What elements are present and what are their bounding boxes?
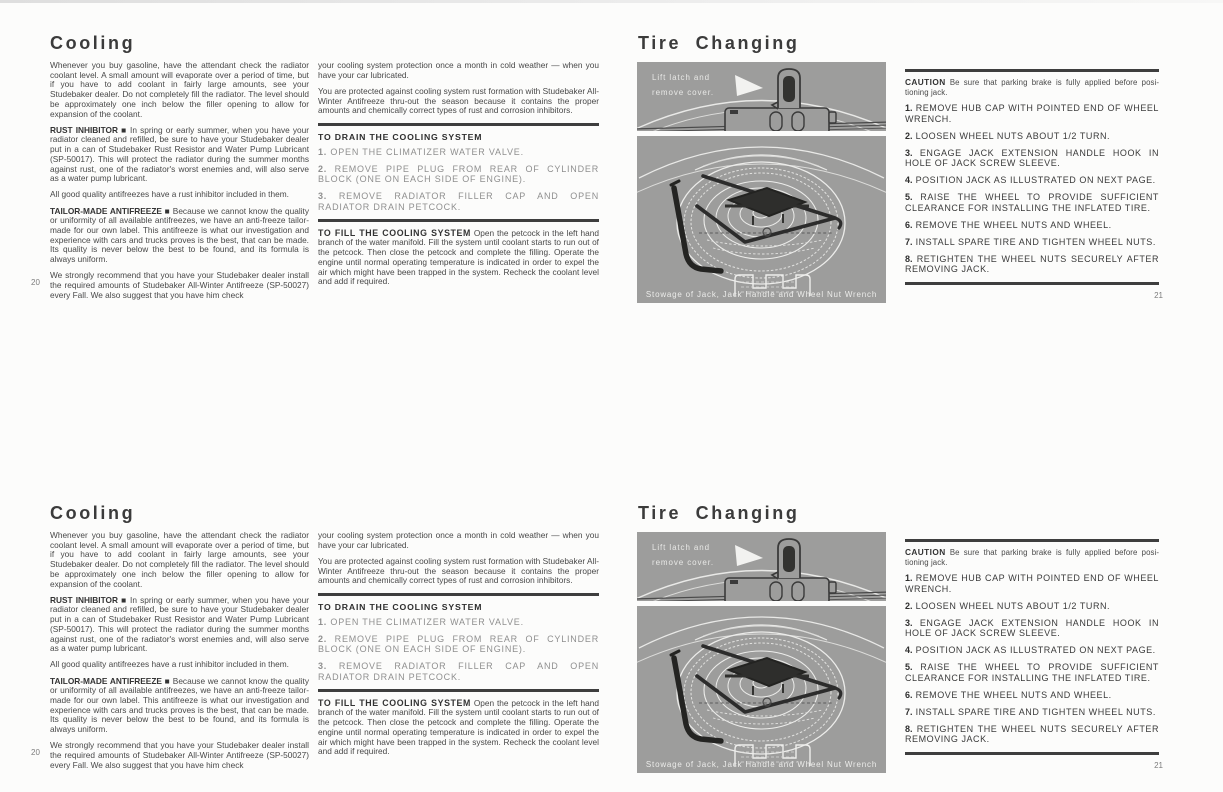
tire-step <box>905 690 1159 701</box>
section-rule <box>905 752 1159 755</box>
cooling-paragraph <box>50 596 309 654</box>
jack-stowage-figure <box>637 606 886 773</box>
tire-step <box>905 175 1159 186</box>
step-text: OPEN THE CLIMATIZER WATER VALVE. <box>330 616 524 627</box>
step-text: RAISE THE WHEEL TO PROVIDE SUFFICIENT CLEARANCE FOR INSTALLING THE INFLATED TIRE. <box>905 192 1159 213</box>
jack-stowage-figure <box>637 136 886 303</box>
step-number: 1. <box>318 616 328 627</box>
section-rule <box>318 593 599 596</box>
tire-step <box>905 254 1159 275</box>
cooling-paragraph: All good quality antifreezes have a rust inhibitor included in them. <box>50 659 289 670</box>
fill-section-paragraph <box>318 228 599 287</box>
cooling-column-1 <box>50 61 309 307</box>
tire-step <box>905 237 1159 248</box>
cooling-paragraph <box>50 126 309 184</box>
jack-stowage-illustration <box>637 606 886 773</box>
figure-caption: Stowage of Jack, Jack Handle and Wheel Nut Wrench <box>645 760 878 769</box>
step-text: REMOVE THE WHEEL NUTS AND WHEEL. <box>915 689 1112 700</box>
step-number: 4. <box>905 175 913 186</box>
cooling-paragraph: All good quality antifreezes have a rust inhibitor included in them. <box>50 189 289 200</box>
paragraph-text: Open the petcock in the left hand branch of the water manifold. Fill the system until coolant starts to run out of the petcock. Then close the petcock and complete the filling. Operate the engine until normal operating temperature is indicated in order to expel the air which might have been trapped in the system. Recheck the coolant level and add if required. <box>318 227 599 287</box>
step-text: POSITION JACK AS ILLUSTRATED ON NEXT PAGE. <box>915 175 1156 186</box>
step-text: LOOSEN WHEEL NUTS ABOUT 1/2 TURN. <box>915 600 1111 611</box>
step-number: 3. <box>905 617 913 628</box>
cooling-column-2 <box>318 61 599 293</box>
cooling-paragraph: your cooling system protection once a month in cold weather — when you have your car lubricated. <box>318 530 599 550</box>
step-number: 3. <box>318 191 328 202</box>
step-number: 2. <box>318 163 328 174</box>
drain-step <box>318 617 599 628</box>
drain-step <box>318 164 599 185</box>
paragraph-text: Because we cannot know the quality or uniformity of all available antifreezes, we have an anti-freeze tailor-made for our own label. This antifreeze is what our investigation and experience with cars and trucks proves is the best, that can be made. Its quality is never below the best to be found, and its formula is always uniform. <box>50 205 310 265</box>
caution-lead: CAUTION <box>905 77 946 87</box>
step-text: REMOVE HUB CAP WITH POINTED END OF WHEEL WRENCH. <box>905 573 1159 594</box>
step-number: 3. <box>905 147 913 158</box>
cooling-paragraph: We strongly recommend that you have your Studebaker dealer install the required amounts of Studebaker All-Winter Antifreeze (SP-50027) every Fall. We also suggest that you have him check <box>50 740 309 770</box>
fill-section-paragraph <box>318 698 599 757</box>
step-text: RETIGHTEN THE WHEEL NUTS SECURELY AFTER REMOVING JACK. <box>905 723 1159 745</box>
drain-step <box>318 661 599 682</box>
step-number: 8. <box>905 723 913 734</box>
drain-section-heading: TO DRAIN THE COOLING SYSTEM <box>318 601 483 612</box>
tire-step <box>905 220 1159 231</box>
figure-label-line2: remove cover. <box>652 88 714 97</box>
cooling-column-2 <box>318 531 599 763</box>
step-number: 1. <box>905 103 913 114</box>
tire-step <box>905 103 1159 124</box>
tire-step <box>905 148 1159 169</box>
step-text: ENGAGE JACK EXTENSION HANDLE HOOK IN HOLE OF JACK SCREW SLEEVE. <box>905 147 1159 169</box>
step-text: OPEN THE CLIMATIZER WATER VALVE. <box>330 146 524 157</box>
step-number: 7. <box>905 236 913 247</box>
section-rule <box>318 689 599 692</box>
cooling-paragraph: We strongly recommend that you have your Studebaker dealer install the required amounts of Studebaker All-Winter Antifreeze (SP-50027) every Fall. We also suggest that you have him check <box>50 270 309 300</box>
step-number: 5. <box>905 192 913 203</box>
figure-label-line1: Lift latch and <box>652 543 710 552</box>
page-number-right: 21 <box>1154 761 1163 770</box>
section-rule <box>905 539 1159 542</box>
paragraph-lead: TAILOR-MADE ANTIFREEZE ■ <box>50 205 171 216</box>
manual-spread <box>0 470 1223 792</box>
step-text: INSTALL SPARE TIRE AND TIGHTEN WHEEL NUTS. <box>915 706 1156 717</box>
drain-step <box>318 634 599 655</box>
paragraph-text: Open the petcock in the left hand branch of the water manifold. Fill the system until coolant starts to run out of the petcock. Then close the petcock and complete the filling. Operate the engine until normal operating temperature is indicated in order to expel the air which might have been trapped in the system. Recheck the coolant level and add if required. <box>318 697 599 757</box>
paragraph-lead: RUST INHIBITOR ■ <box>50 124 127 135</box>
jack-stowage-illustration <box>637 136 886 303</box>
step-text: REMOVE PIPE PLUG FROM REAR OF CYLINDER BLOCK (ONE ON EACH SIDE OF ENGINE). <box>318 163 599 185</box>
step-number: 2. <box>905 600 913 611</box>
step-text: REMOVE RADIATOR FILLER CAP AND OPEN RADIATOR DRAIN PETCOCK. <box>318 191 599 212</box>
step-number: 8. <box>905 253 913 264</box>
tire-step <box>905 573 1159 594</box>
cooling-paragraph <box>50 207 309 265</box>
cooling-paragraph <box>50 677 309 735</box>
figure-label-line1: Lift latch and <box>652 73 710 82</box>
step-text: REMOVE HUB CAP WITH POINTED END OF WHEEL WRENCH. <box>905 103 1159 124</box>
step-text: REMOVE RADIATOR FILLER CAP AND OPEN RADIATOR DRAIN PETCOCK. <box>318 661 599 682</box>
step-text: REMOVE THE WHEEL NUTS AND WHEEL. <box>915 219 1112 230</box>
step-number: 2. <box>318 633 328 644</box>
cooling-paragraph: Whenever you buy gasoline, have the attendant check the radiator coolant level. A small amount will evaporate over a period of time, but if you have to add coolant in fairly large amounts, see your Studebaker dealer. Do not completely fill the radiator. The level should be approximately one inch below the filler opening to allow for expansion of the coolant. <box>50 530 309 589</box>
figure-label-line2: remove cover. <box>652 558 714 567</box>
section-rule <box>905 282 1159 285</box>
tire-step <box>905 192 1159 213</box>
drain-step <box>318 191 599 212</box>
caution-note <box>905 78 1159 97</box>
caution-text: Be sure that parking brake is fully applied before positioning jack. <box>905 78 1159 97</box>
section-rule <box>905 69 1159 72</box>
tire-step <box>905 707 1159 718</box>
caution-lead: CAUTION <box>905 547 946 557</box>
step-number: 5. <box>905 662 913 673</box>
page-number-left: 20 <box>31 748 40 757</box>
tire-step <box>905 618 1159 639</box>
step-text: ENGAGE JACK EXTENSION HANDLE HOOK IN HOLE OF JACK SCREW SLEEVE. <box>905 617 1159 639</box>
fill-section-heading: TO FILL THE COOLING SYSTEM <box>318 697 471 708</box>
lift-latch-figure <box>637 62 886 131</box>
lift-latch-figure <box>637 532 886 601</box>
step-text: RETIGHTEN THE WHEEL NUTS SECURELY AFTER REMOVING JACK. <box>905 253 1159 275</box>
caution-text: Be sure that parking brake is fully applied before positioning jack. <box>905 548 1159 567</box>
step-number: 7. <box>905 706 913 717</box>
step-number: 1. <box>318 146 328 157</box>
tire-step <box>905 131 1159 142</box>
step-number: 2. <box>905 130 913 141</box>
step-text: REMOVE PIPE PLUG FROM REAR OF CYLINDER BLOCK (ONE ON EACH SIDE OF ENGINE). <box>318 633 599 655</box>
paragraph-lead: RUST INHIBITOR ■ <box>50 594 127 605</box>
cooling-paragraph: your cooling system protection once a month in cold weather — when you have your car lubricated. <box>318 60 599 80</box>
step-number: 3. <box>318 661 328 672</box>
paragraph-text: Because we cannot know the quality or uniformity of all available antifreezes, we have an anti-freeze tailor-made for our own label. This antifreeze is what our investigation and experience with cars and trucks proves is the best, that can be made. Its quality is never below the best to be found, and its formula is always uniform. <box>50 675 310 735</box>
step-number: 4. <box>905 645 913 656</box>
tire-step <box>905 662 1159 683</box>
paragraph-text: In spring or early summer, when you have your radiator cleaned and refilled, be sure to have your Studebaker dealer put in a can of Studebaker Rust Resistor and Water Pump Lubricant (SP-50017). This will protect the radiator during the summer months against rust, one of the radiator's worst enemies and, will also serve as a water pump lubricant. <box>50 594 309 654</box>
cooling-page-title: Cooling <box>50 33 136 53</box>
step-text: INSTALL SPARE TIRE AND TIGHTEN WHEEL NUTS. <box>915 236 1156 247</box>
drain-step <box>318 147 599 158</box>
page-number-left: 20 <box>31 278 40 287</box>
step-number: 6. <box>905 219 913 230</box>
section-rule <box>318 123 599 126</box>
tire-step <box>905 724 1159 745</box>
step-number: 6. <box>905 689 913 700</box>
cooling-page-title: Cooling <box>50 503 136 523</box>
drain-section-heading: TO DRAIN THE COOLING SYSTEM <box>318 131 483 142</box>
tire-step <box>905 645 1159 656</box>
caution-note <box>905 548 1159 567</box>
cooling-column-1 <box>50 531 309 777</box>
cooling-paragraph: You are protected against cooling system rust formation with Studebaker All-Winter Antifreeze thru-out the season because it contains the proper amounts and chemically correct types of rust and corrosion inhibitors. <box>318 555 599 586</box>
paragraph-text: In spring or early summer, when you have your radiator cleaned and refilled, be sure to have your Studebaker dealer put in a can of Studebaker Rust Resistor and Water Pump Lubricant (SP-50017). This will protect the radiator during the summer months against rust, one of the radiator's worst enemies and, will also serve as a water pump lubricant. <box>50 124 309 184</box>
tire-step <box>905 601 1159 612</box>
cooling-paragraph: You are protected against cooling system rust formation with Studebaker All-Winter Antifreeze thru-out the season because it contains the proper amounts and chemically correct types of rust and corrosion inhibitors. <box>318 85 599 116</box>
cooling-paragraph: Whenever you buy gasoline, have the attendant check the radiator coolant level. A small amount will evaporate over a period of time, but if you have to add coolant in fairly large amounts, see your Studebaker dealer. Do not completely fill the radiator. The level should be approximately one inch below the filler opening to allow for expansion of the coolant. <box>50 60 309 119</box>
tire-steps-column <box>905 539 1159 761</box>
figure-caption: Stowage of Jack, Jack Handle and Wheel Nut Wrench <box>645 290 878 299</box>
tire-page-title: Tire Changing <box>638 33 800 53</box>
step-text: RAISE THE WHEEL TO PROVIDE SUFFICIENT CLEARANCE FOR INSTALLING THE INFLATED TIRE. <box>905 662 1159 683</box>
page-number-right: 21 <box>1154 291 1163 300</box>
tire-page-title: Tire Changing <box>638 503 800 523</box>
tire-steps-column <box>905 69 1159 291</box>
fill-section-heading: TO FILL THE COOLING SYSTEM <box>318 227 471 238</box>
step-text: LOOSEN WHEEL NUTS ABOUT 1/2 TURN. <box>915 130 1111 141</box>
step-text: POSITION JACK AS ILLUSTRATED ON NEXT PAGE. <box>915 645 1156 656</box>
section-rule <box>318 219 599 222</box>
paragraph-lead: TAILOR-MADE ANTIFREEZE ■ <box>50 675 171 686</box>
step-number: 1. <box>905 573 913 584</box>
